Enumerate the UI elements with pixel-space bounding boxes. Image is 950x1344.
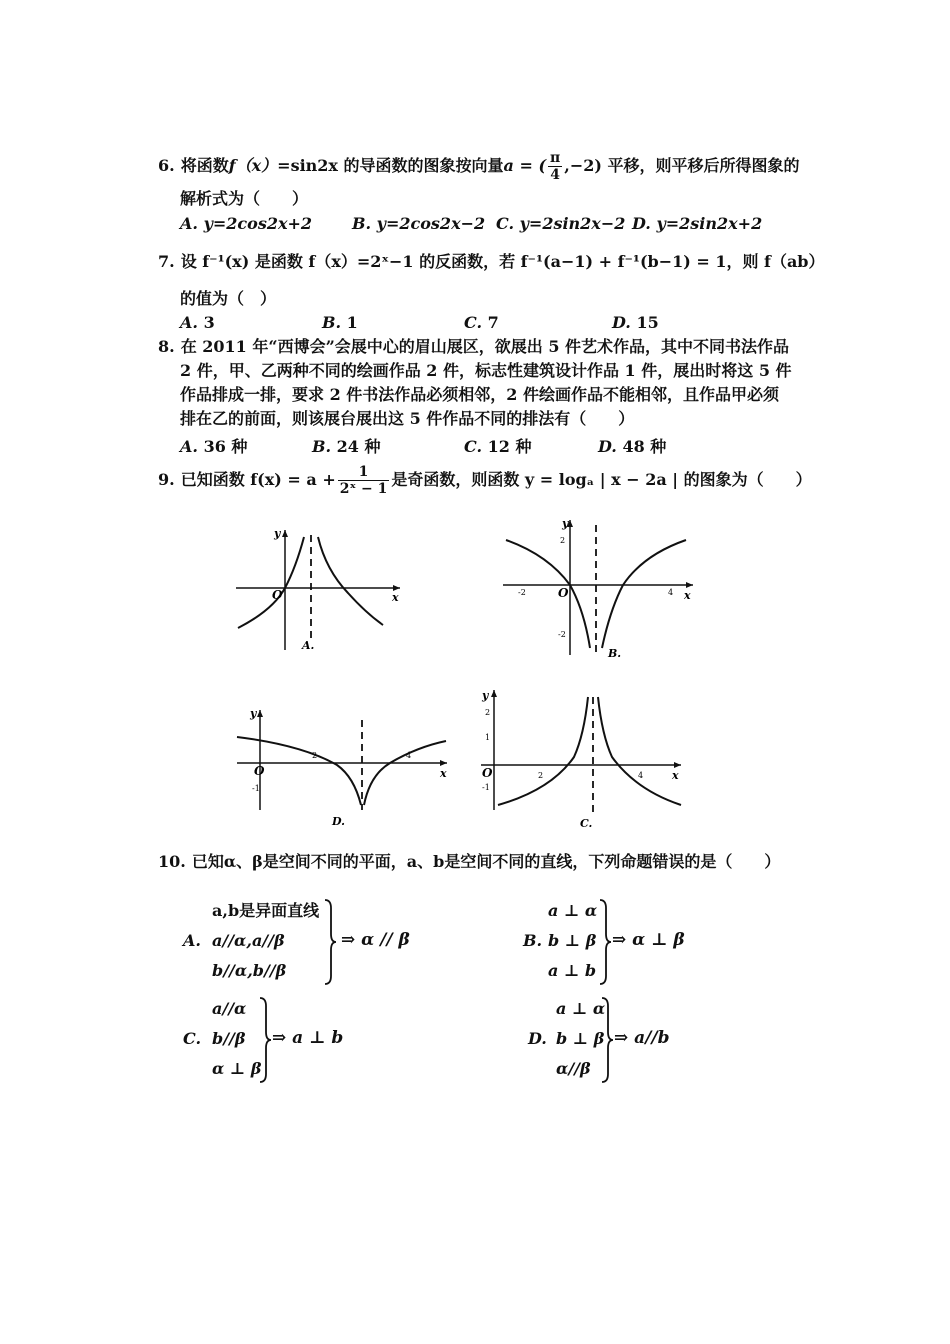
graph-a-label: A. — [302, 639, 315, 652]
graph-d — [232, 705, 452, 835]
q10-option-c-conditions: a//α b//β α ⊥ β — [212, 999, 262, 1078]
q6-line2: 解析式为（ ） — [180, 189, 309, 208]
q10-option-b-conditions: a ⊥ α b ⊥ β a ⊥ b — [548, 901, 598, 980]
q9-fraction: $\frac{1}{\text{2ˣ − 1}}$ — [339, 464, 388, 497]
q9-text-b: 是奇函数，则函数 y = logₐ | x − 2a | 的图象为（ ） — [391, 470, 812, 489]
graph-b-tick-neg2x: -2 — [518, 588, 526, 597]
q6-text-a: 将函数 — [180, 156, 229, 175]
q10-option-c-label: C. — [183, 1029, 202, 1048]
q6-option-c: C. y=2sin2x−2 — [496, 214, 626, 233]
q9-line1 — [158, 462, 812, 498]
q8-option-c: C. 12 种 — [464, 437, 532, 456]
q6-vector: a = ( — [503, 156, 547, 175]
q10-option-d-conditions: a ⊥ α b ⊥ β α//β — [556, 999, 606, 1078]
q7-option-d: D. 15 — [612, 313, 659, 332]
q10-option-a-conclusion: ⇒ α // β — [341, 930, 410, 950]
graph-b — [498, 515, 698, 660]
q10-option-a-conditions: a,b是异面直线 a//α,a//β b//α,b//β — [212, 901, 320, 980]
q10-line — [158, 850, 780, 874]
q8-line3: 作品排成一排，要求 2 件书法作品必须相邻，2 件绘画作品不能相邻，且作品甲必须 — [180, 385, 779, 404]
q10-option-b-brace — [598, 898, 612, 986]
q7-option-a: A. 3 — [180, 313, 215, 332]
graph-b-label: B. — [608, 647, 622, 660]
q6-option-a: A. y=2cos2x+2 — [180, 214, 313, 233]
q7-text: 设 f⁻¹(x) 是函数 f（x）=2ˣ−1 的反函数，若 f⁻¹(a−1) + f⁻¹(b−1) = 1，则 f（ab） — [180, 252, 825, 271]
graph-d-tick-4: 4 — [406, 751, 412, 760]
graph-d-tick-2: 2 — [312, 751, 318, 760]
q10-option-a-label: A. — [183, 931, 201, 950]
q9-text-a: 已知函数 f(x) = a + — [180, 470, 336, 489]
q6-option-b: B. y=2cos2x−2 — [352, 214, 486, 233]
graph-b-tick-neg2y: -2 — [558, 630, 566, 639]
graph-c-tick-2y: 2 — [485, 708, 491, 717]
graph-a — [228, 525, 408, 655]
q6-option-d: D. y=2sin2x+2 — [632, 214, 763, 233]
graph-c-y-label: y — [482, 689, 489, 702]
q10-option-c-brace — [258, 996, 272, 1084]
q6-text-b: =sin2x 的导函数的图象按向量 — [277, 156, 504, 175]
graph-c-tick-2x: 2 — [538, 771, 544, 780]
graph-a-origin: O — [272, 588, 283, 602]
q10-text: 已知α、β是空间不同的平面，a、b是空间不同的直线，下列命题错误的是（ ） — [191, 852, 781, 871]
q8-line2: 2 件，甲、乙两种不同的绘画作品 2 件，标志性建筑设计作品 1 件，展出时将这 5 件 — [180, 361, 792, 380]
graph-b-x-label: x — [684, 589, 691, 602]
q7-line1 — [158, 250, 825, 274]
q8-option-b: B. 24 种 — [312, 437, 381, 456]
q6-number: 6. — [158, 156, 175, 175]
graph-c-tick-1y: 1 — [485, 733, 491, 742]
q6-text-c: ,−2) 平移，则平移后所得图象的 — [564, 156, 800, 175]
graph-d-y-label: y — [250, 707, 257, 720]
q8-option-a: A. 36 种 — [180, 437, 248, 456]
graph-c-x-label: x — [672, 769, 679, 782]
q6-fx: f（x） — [228, 156, 278, 175]
q9-number: 9. — [158, 470, 175, 489]
graph-d-x-label: x — [440, 767, 447, 780]
q10-option-b-label: B. — [523, 931, 543, 950]
graph-b-tick-2y: 2 — [560, 536, 566, 545]
q10-number: 10. — [158, 852, 186, 871]
graph-c-origin: O — [482, 766, 493, 780]
graph-a-y-label: y — [274, 527, 281, 540]
q8-number: 8. — [158, 337, 175, 356]
q7-option-c: C. 7 — [464, 313, 499, 332]
graph-d-label: D. — [332, 815, 345, 828]
q8-option-d: D. 48 种 — [598, 437, 667, 456]
graph-d-origin: O — [254, 764, 265, 778]
q8-line4: 排在乙的前面，则该展台展出这 5 件作品不同的排法有（ ） — [180, 409, 635, 428]
q6-fraction: $\frac{\pi}{4}$ — [550, 150, 561, 183]
q10-option-d-label: D. — [528, 1029, 547, 1048]
q6-line1 — [158, 150, 800, 183]
graph-b-tick-4: 4 — [668, 588, 674, 597]
graph-c-label: C. — [580, 817, 593, 830]
q10-option-d-conclusion: ⇒ a//b — [614, 1028, 670, 1048]
graph-b-origin: O — [558, 586, 569, 600]
q10-option-d-brace — [600, 996, 614, 1084]
q10-option-b-conclusion: ⇒ α ⊥ β — [612, 930, 685, 950]
q10-option-a-brace — [323, 898, 337, 986]
graph-c — [476, 685, 686, 830]
q8-line1: 8. 在 2011 年“西博会”会展中心的眉山展区，欲展出 5 件艺术作品，其中不同书法作品 — [158, 337, 790, 356]
graph-a-x-label: x — [392, 591, 399, 604]
q10-option-c-conclusion: ⇒ a ⊥ b — [272, 1028, 344, 1048]
q7-line2: 的值为（ ） — [180, 289, 277, 308]
graph-b-y-label: y — [562, 517, 569, 530]
graph-c-tick-neg1y: -1 — [482, 783, 490, 792]
graph-d-tick-neg1: -1 — [252, 784, 260, 793]
q7-number: 7. — [158, 252, 175, 271]
q7-option-b: B. 1 — [322, 313, 358, 332]
graph-c-tick-4x: 4 — [638, 771, 644, 780]
